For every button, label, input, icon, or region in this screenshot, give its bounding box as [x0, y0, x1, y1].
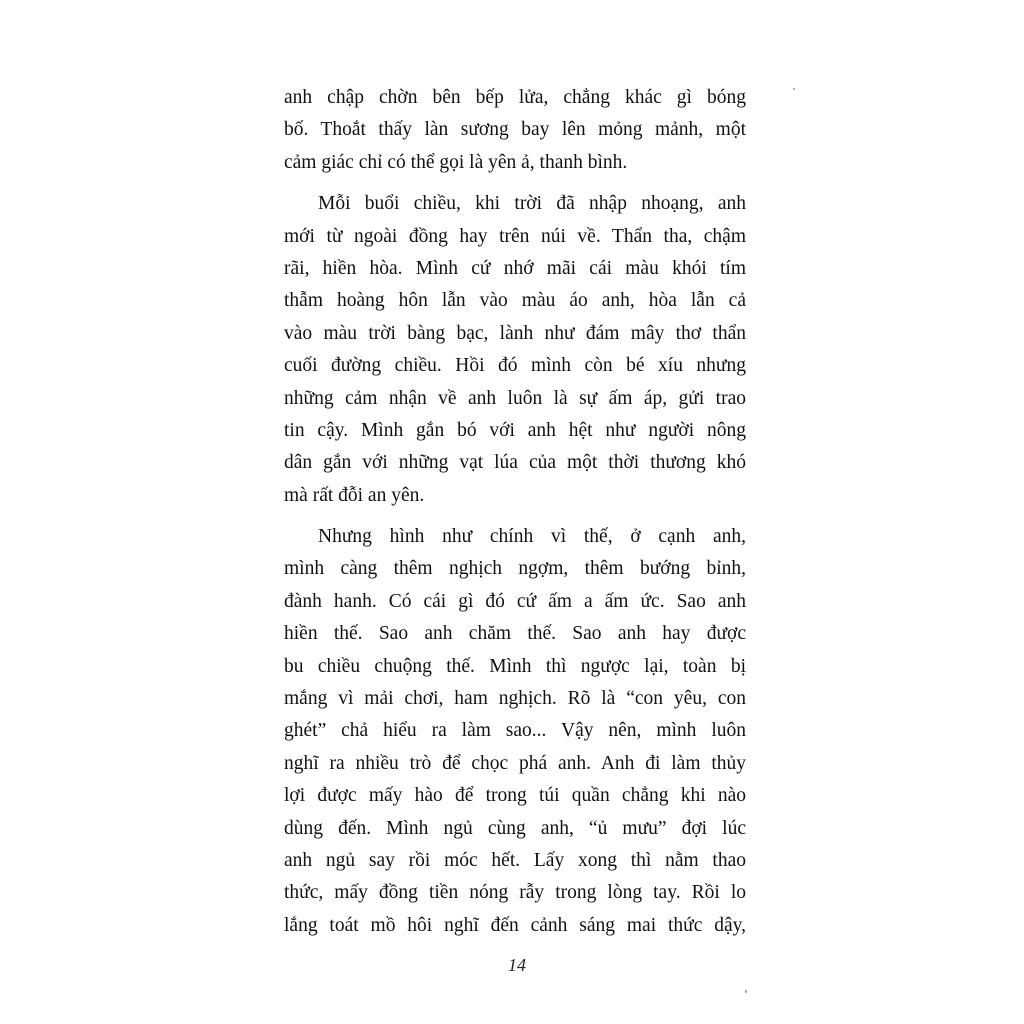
- text-line: mới từ ngoài đồng hay trên núi về. Thẩn tha, chậm: [284, 225, 746, 247]
- text-line: Mỗi buổi chiều, khi trời đã nhập nhoạng, anh: [318, 193, 746, 215]
- paragraph-gap: [284, 512, 746, 521]
- body-text: [284, 82, 746, 942]
- text-line: mình càng thêm nghịch ngợm, thêm bướng bỉnh,: [284, 558, 746, 580]
- paragraph-2: [284, 188, 746, 512]
- text-line: hiền thế. Sao anh chăm thế. Sao anh hay được: [284, 623, 746, 645]
- text-line: bu chiều chuộng thế. Mình thì ngược lại, toàn bị: [284, 655, 746, 677]
- text-line: bố. Thoắt thấy làn sương bay lên mỏng mảnh, một: [284, 119, 746, 141]
- text-line: anh ngủ say rồi móc hết. Lấy xong thì nằm thao: [284, 849, 746, 871]
- text-line: rãi, hiền hòa. Mình cứ nhớ mãi cái màu khói tím: [284, 257, 746, 279]
- text-line: Nhưng hình như chính vì thế, ở cạnh anh,: [318, 526, 746, 548]
- text-line: cảm giác chỉ có thể gọi là yên ả, thanh bình.: [284, 151, 628, 173]
- scan-speck: [745, 990, 747, 993]
- text-line: ghét” chả hiểu ra làm sao... Vậy nên, mình luôn: [284, 720, 746, 742]
- paragraph-3: [284, 521, 746, 942]
- paragraph-gap: [284, 179, 746, 188]
- text-line: anh chập chờn bên bếp lửa, chẳng khác gì bóng: [284, 87, 746, 108]
- text-line: dùng đến. Mình ngủ cùng anh, “ủ mưu” đợi lúc: [284, 817, 746, 839]
- text-line: thẫm hoàng hôn lẫn vào màu áo anh, hòa lẫn cả: [284, 290, 746, 312]
- text-line: vào màu trời bàng bạc, lành như đám mây thơ thẩn: [284, 322, 746, 344]
- text-line: mà rất đỗi an yên.: [284, 484, 425, 506]
- text-line: nghĩ ra nhiều trò để chọc phá anh. Anh đi làm thủy: [284, 752, 746, 774]
- text-line: cuối đường chiều. Hồi đó mình còn bé xíu nhưng: [284, 355, 746, 377]
- text-line: mắng vì mải chơi, ham nghịch. Rõ là “con yêu, con: [284, 688, 746, 710]
- text-line: thức, mấy đồng tiền nóng rẫy trong lòng tay. Rồi lo: [284, 882, 746, 904]
- text-line: dân gắn với những vạt lúa của một thời thương khó: [284, 452, 746, 474]
- paragraph-1: [284, 82, 746, 179]
- scan-speck: [793, 88, 795, 90]
- text-line: tin cậy. Mình gắn bó với anh hệt như người nông: [284, 419, 746, 441]
- page-number: 14: [508, 955, 526, 975]
- text-line: đành hanh. Có cái gì đó cứ ấm a ấm ức. Sao anh: [284, 590, 746, 612]
- text-line: lắng toát mồ hôi nghĩ đến cảnh sáng mai thức dậy,: [284, 914, 746, 936]
- text-line: lợi được mấy hào để trong túi quần chẳng khi nào: [284, 785, 746, 807]
- text-line: những cảm nhận về anh luôn là sự ấm áp, gửi trao: [284, 387, 746, 409]
